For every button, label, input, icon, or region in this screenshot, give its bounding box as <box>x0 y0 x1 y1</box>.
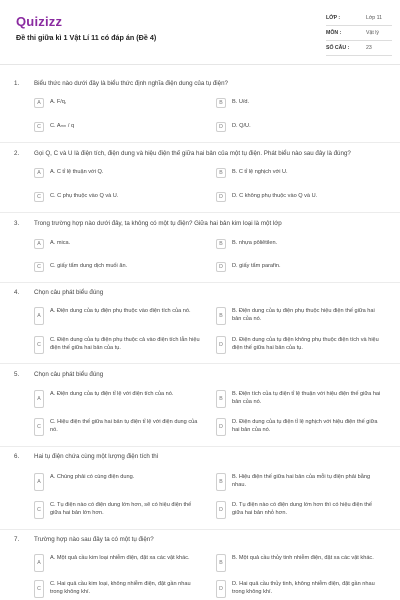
option-text: C. Điện dung của tụ điện phụ thuộc cả vào điện tích lẫn hiệu điện thế giữa hai bản của tụ. <box>50 337 200 351</box>
option-text: C. C phụ thuộc vào Q và U. <box>50 193 119 199</box>
option-letter-box: D <box>216 336 226 354</box>
option-text: D. giấy tẩm parafin. <box>232 263 281 269</box>
option-text: C. giấy tẩm dung dịch muối ăn. <box>50 263 128 269</box>
meta-count-value: 23 <box>366 45 372 51</box>
option-text: C. Hai quả cầu kim loại, không nhiễm điện, đặt gần nhau trong không khí. <box>50 581 191 595</box>
option-letter-box: D <box>216 192 226 202</box>
option-text: A. Một quả cầu kim loại nhiễm điện, đặt xa các vật khác. <box>50 555 190 561</box>
option-letter-box: B <box>216 390 226 408</box>
question-divider <box>0 142 400 143</box>
question-text: Trong trường hợp nào dưới đây, ta không có một tụ điện? Giữa hai bản kim loại là một lớp <box>34 220 282 227</box>
meta-count-label: SỐ CÂU : <box>326 45 350 51</box>
option-letter-box: D <box>216 262 226 272</box>
option-letter-box: D <box>216 580 226 598</box>
option-letter-box: C <box>34 418 44 436</box>
meta-subject-label: MÔN : <box>326 30 342 36</box>
option-text: B. C tỉ lệ nghịch với U. <box>232 169 288 175</box>
option-text: B. Hiệu điện thế giữa hai bản của mỗi tụ điện phải bằng nhau. <box>232 474 371 488</box>
option-letter-box: C <box>34 336 44 354</box>
option-letter-box: B <box>216 473 226 491</box>
option-text: A. F/q, <box>50 99 67 105</box>
document-title: Đề thi giữa kì 1 Vật Lí 11 có đáp án (Đề 4) <box>16 33 157 42</box>
question-number: 4. <box>14 289 20 296</box>
option-letter-box: C <box>34 262 44 272</box>
question-text: Chọn câu phát biểu đúng <box>34 289 104 296</box>
question-divider <box>0 363 400 364</box>
question-divider <box>0 212 400 213</box>
option-text: B. Điện tích của tụ điện tỉ lệ thuận với hiệu điện thế giữa hai bản của nó. <box>232 391 381 405</box>
option-text: C. Hiệu điện thế giữa hai bản tụ điện tỉ lệ với điện dung của nó. <box>50 419 198 433</box>
option-text: B. nhựa pôliêtilen. <box>232 240 278 246</box>
meta-subject-row <box>326 27 388 41</box>
meta-subject-underline <box>326 40 392 41</box>
option-text: D. Hai quả cầu thủy tinh, không nhiễm điện, đặt gần nhau trong không khí. <box>232 581 375 595</box>
option-text: D. Q/U. <box>232 123 251 129</box>
header-divider <box>0 64 400 65</box>
meta-class-underline <box>326 25 392 26</box>
question-number: 5. <box>14 371 20 378</box>
option-letter-box: A <box>34 168 44 178</box>
meta-subject-value: Vật lý <box>366 30 379 36</box>
question-text: Biểu thức nào dưới đây là biểu thức định nghĩa điện dung của tụ điện? <box>34 80 228 87</box>
option-text: D. Tụ điện nào có điện dung lớn hơn thì có hiệu điện thế giữa hai bản nhỏ hơn. <box>232 502 373 516</box>
option-text: B. U/d. <box>232 99 250 105</box>
option-letter-box: C <box>34 501 44 519</box>
question-divider <box>0 282 400 283</box>
document-header <box>0 0 400 62</box>
option-text: D. C không phụ thuộc vào Q và U. <box>232 193 318 199</box>
option-text: C. Tụ điện nào có điện dung lớn hơn, sẽ có hiệu điện thế giữa hai bản lớn hơn. <box>50 502 192 516</box>
question-number: 6. <box>14 453 20 460</box>
option-letter-box: B <box>216 239 226 249</box>
quizizz-logo: Quizizz <box>16 14 63 29</box>
option-text: A. C tỉ lệ thuận với Q. <box>50 169 104 175</box>
option-letter-box: C <box>34 580 44 598</box>
option-text: A. mica. <box>50 240 71 246</box>
question-text: Hai tụ điện chứa cùng một lượng điện tích thì <box>34 453 159 460</box>
question-number: 1. <box>14 80 20 87</box>
meta-count-underline <box>326 55 392 56</box>
option-letter-box: C <box>34 122 44 132</box>
option-text: B. Điện dung của tụ điện phụ thuộc hiệu điện thế giữa hai bản của nó. <box>232 308 375 322</box>
option-letter-box: D <box>216 418 226 436</box>
meta-class-label: LỚP : <box>326 15 341 21</box>
option-text: A. Điện dung của tụ điện tỉ lệ với điện tích của nó. <box>50 391 174 397</box>
option-letter-box: D <box>216 122 226 132</box>
option-text: A. Chúng phải có cùng điện dung. <box>50 474 135 480</box>
meta-class-row <box>326 12 388 26</box>
option-text: C. Aₘₙ / q <box>50 123 75 129</box>
option-text: D. Điện dung của tụ điện không phụ thuộc điện tích và hiệu điện thế giữa hai bản của tụ. <box>232 337 379 351</box>
option-letter-box: A <box>34 98 44 108</box>
question-divider <box>0 446 400 447</box>
option-letter-box: B <box>216 168 226 178</box>
question-text: Gọi Q, C và U là điện tích, điện dung và hiệu điện thế giữa hai bản của một tụ điện. Phát biểu nào sau đây là đúng? <box>34 150 351 157</box>
question-number: 2. <box>14 150 20 157</box>
option-letter-box: B <box>216 98 226 108</box>
meta-count-row <box>326 42 388 56</box>
option-text: D. Điện dung của tụ điện tỉ lệ nghịch với hiệu điện thế giữa hai bản của nó. <box>232 419 378 433</box>
question-number: 3. <box>14 220 20 227</box>
option-letter-box: A <box>34 239 44 249</box>
option-letter-box: A <box>34 390 44 408</box>
option-letter-box: A <box>34 307 44 325</box>
option-letter-box: A <box>34 554 44 572</box>
question-number: 7. <box>14 536 20 543</box>
option-letter-box: A <box>34 473 44 491</box>
question-text: Trường hợp nào sau đây ta có một tụ điện? <box>34 536 154 543</box>
option-letter-box: D <box>216 501 226 519</box>
option-letter-box: B <box>216 307 226 325</box>
option-text: A. Điện dung của tụ điện phụ thuộc vào điện tích của nó. <box>50 308 191 314</box>
meta-class-value: Lớp 11 <box>366 15 382 21</box>
option-letter-box: C <box>34 192 44 202</box>
option-letter-box: B <box>216 554 226 572</box>
question-divider <box>0 529 400 530</box>
option-text: B. Một quả cầu thủy tinh nhiễm điện, đặt xa các vật khác. <box>232 555 374 561</box>
question-text: Chọn câu phát biểu đúng <box>34 371 104 378</box>
